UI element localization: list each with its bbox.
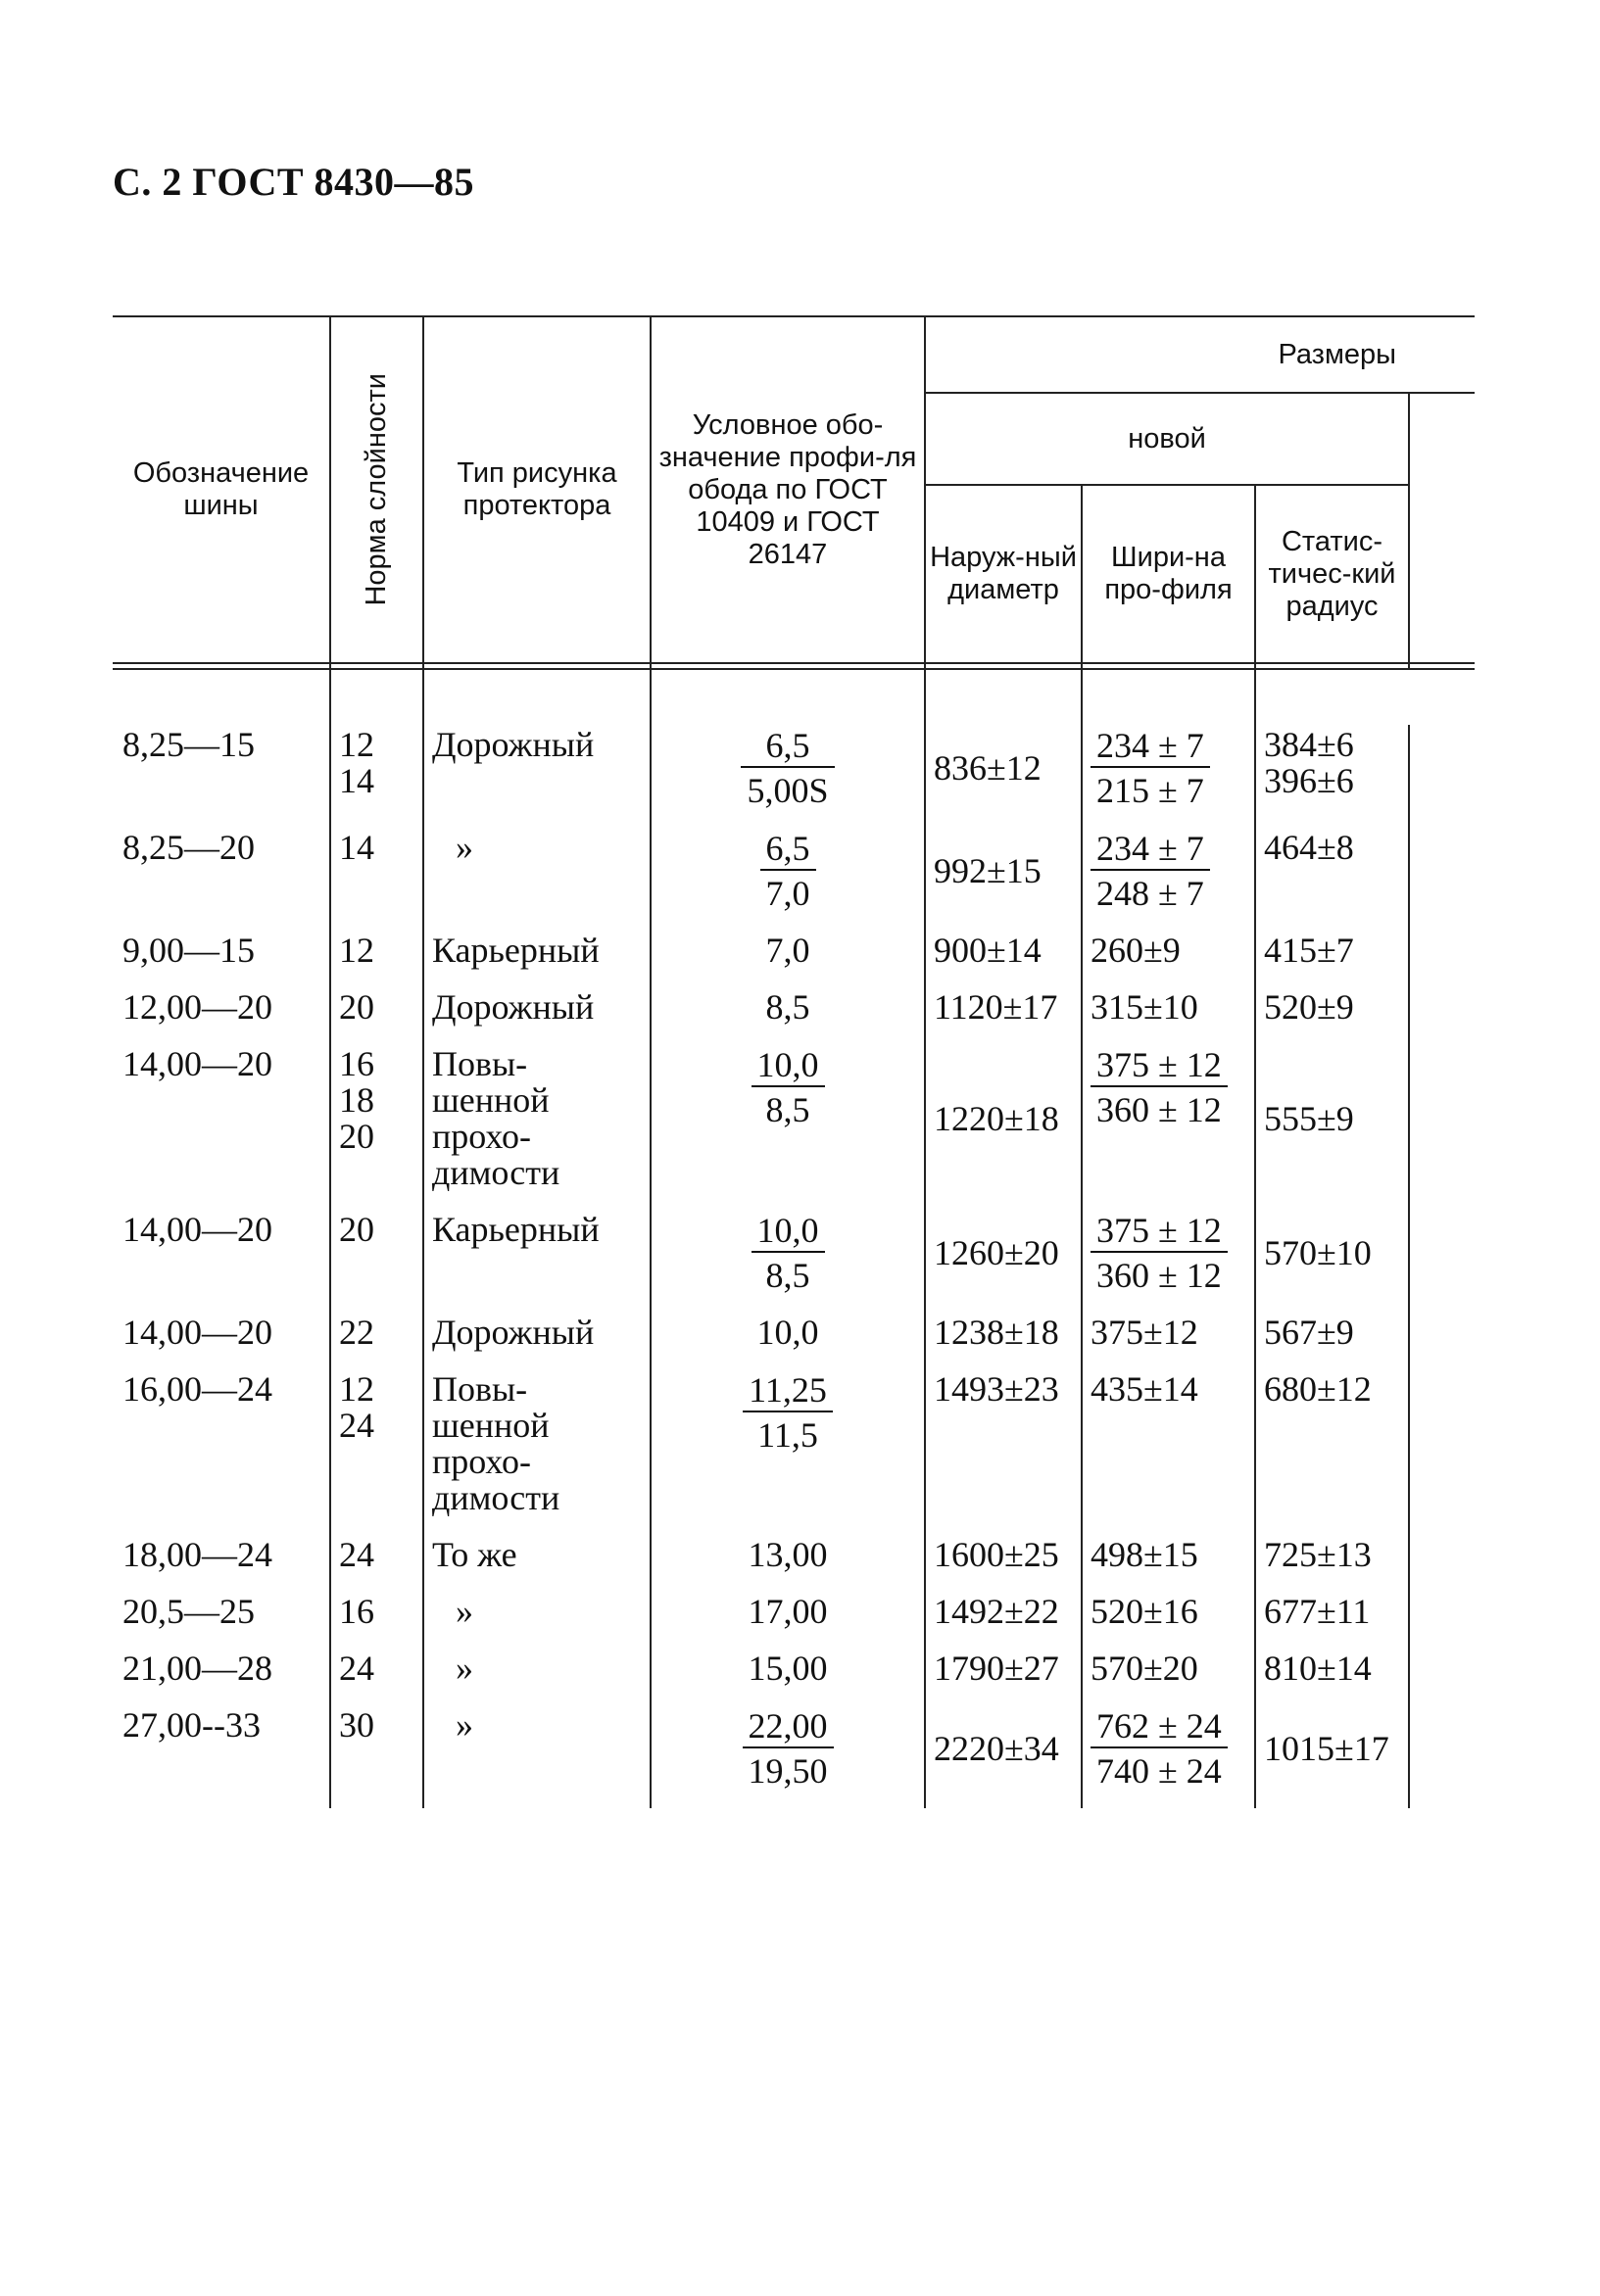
ply-value: 12 — [339, 1369, 374, 1409]
ply-value: 14 — [339, 761, 374, 800]
cell-tread-pattern: Карьерный — [423, 931, 651, 987]
rim-denominator: 19,50 — [748, 1751, 828, 1791]
width-numerator: 234 ± 7 — [1091, 830, 1210, 871]
cell-tire-designation: 9,00—15 — [122, 931, 255, 970]
radius-value: 464±8 — [1264, 828, 1354, 867]
cell-ply-rating — [330, 1592, 423, 1649]
cell-tire-designation: 16,00—24 — [122, 1369, 272, 1409]
width-value: 570±20 — [1091, 1649, 1198, 1688]
header-tread-pattern: Тип рисунка протектора — [423, 316, 651, 663]
cell-outer-diameter: 1492±22 — [925, 1592, 1082, 1649]
rim-fraction — [743, 1371, 833, 1454]
cell-static-radius — [1255, 1210, 1409, 1313]
width-fraction — [1091, 1046, 1228, 1128]
ply-value: 20 — [339, 987, 374, 1027]
cell-worn — [1409, 1592, 1475, 1649]
cell-ply-rating — [330, 1369, 423, 1535]
cell-tread-pattern: Дорожный — [423, 725, 651, 828]
width-denominator: 248 ± 7 — [1096, 874, 1204, 913]
table-row — [113, 828, 1475, 931]
cell-tire-designation: 8,25—20 — [122, 828, 255, 867]
table-row — [113, 1369, 1475, 1535]
cell-static-radius — [1255, 725, 1409, 828]
cell-worn — [1409, 1044, 1475, 1210]
cell-worn — [1409, 828, 1475, 931]
ply-value: 16 — [339, 1592, 374, 1631]
ply-value: 24 — [339, 1649, 374, 1688]
radius-value: 810±14 — [1264, 1649, 1372, 1688]
cell-section-width — [1082, 1649, 1255, 1705]
cell-rim-profile — [651, 1592, 925, 1649]
cell-ply-rating — [330, 1313, 423, 1369]
table-row — [113, 1649, 1475, 1705]
cell-rim-profile — [651, 828, 925, 931]
table-gap — [113, 669, 1475, 725]
cell-outer-diameter: 1790±27 — [925, 1649, 1082, 1705]
cell-static-radius — [1255, 828, 1409, 931]
table-row — [113, 1705, 1475, 1808]
cell-static-radius — [1255, 1369, 1409, 1535]
header-outer-diameter: Наруж-ный диаметр — [925, 485, 1082, 663]
cell-tread-pattern: Повы-шенной прохо-димости — [423, 1369, 651, 1535]
cell-outer-diameter: 1238±18 — [925, 1313, 1082, 1369]
header-section-width: Шири-на про-филя — [1082, 485, 1255, 663]
cell-rim-profile — [651, 1313, 925, 1369]
cell-section-width — [1082, 828, 1255, 931]
rim-fraction — [752, 1212, 825, 1294]
cell-rim-profile — [651, 1649, 925, 1705]
table-row — [113, 1313, 1475, 1369]
cell-tread-pattern: Карьерный — [423, 1210, 651, 1313]
rim-denominator: 5,00S — [747, 771, 829, 810]
cell-section-width — [1082, 1592, 1255, 1649]
cell-outer-diameter: 1600±25 — [925, 1535, 1082, 1592]
cell-tire-designation: 21,00—28 — [122, 1649, 272, 1688]
rim-numerator: 10,0 — [752, 1046, 825, 1087]
cell-section-width — [1082, 725, 1255, 828]
cell-tread-pattern: » — [423, 1649, 651, 1705]
rim-denominator: 8,5 — [765, 1090, 810, 1129]
rim-numerator: 11,25 — [743, 1371, 833, 1412]
cell-tread-pattern: » — [423, 1592, 651, 1649]
cell-outer-diameter: 1220±18 — [925, 1044, 1082, 1210]
width-value: 520±16 — [1091, 1592, 1198, 1631]
cell-section-width — [1082, 1535, 1255, 1592]
rim-denominator: 11,5 — [757, 1415, 818, 1455]
ply-value: 12 — [339, 931, 374, 970]
cell-tread-pattern: » — [423, 828, 651, 931]
header-sizes: Размеры — [925, 316, 1475, 393]
rim-numerator: 10,0 — [752, 1212, 825, 1253]
cell-rim-profile — [651, 1210, 925, 1313]
cell-tire-designation: 20,5—25 — [122, 1592, 255, 1631]
cell-outer-diameter: 1493±23 — [925, 1369, 1082, 1535]
rim-value: 13,00 — [748, 1535, 828, 1574]
cell-ply-rating — [330, 1210, 423, 1313]
cell-worn — [1409, 931, 1475, 987]
header-new: новой — [925, 393, 1409, 485]
cell-ply-rating — [330, 725, 423, 828]
cell-outer-diameter: 1120±17 — [925, 987, 1082, 1044]
cell-rim-profile — [651, 987, 925, 1044]
cell-worn — [1409, 1649, 1475, 1705]
cell-worn — [1409, 987, 1475, 1044]
cell-static-radius — [1255, 1044, 1409, 1210]
cell-ply-rating — [330, 1649, 423, 1705]
cell-tread-pattern: Дорожный — [423, 1313, 651, 1369]
rim-value: 7,0 — [765, 931, 810, 970]
ply-value: 20 — [339, 1117, 374, 1156]
radius-value: 567±9 — [1264, 1313, 1354, 1352]
radius-value: 520±9 — [1264, 987, 1354, 1027]
radius-value: 396±6 — [1264, 761, 1354, 800]
width-value: 260±9 — [1091, 931, 1181, 970]
cell-static-radius — [1255, 1592, 1409, 1649]
radius-value: 680±12 — [1264, 1369, 1372, 1409]
ply-value: 16 — [339, 1044, 374, 1083]
width-denominator: 740 ± 24 — [1096, 1751, 1222, 1791]
width-numerator: 375 ± 12 — [1091, 1046, 1228, 1087]
cell-section-width — [1082, 1705, 1255, 1808]
rim-fraction — [752, 1046, 825, 1128]
ply-value: 24 — [339, 1535, 374, 1574]
width-fraction — [1091, 1212, 1228, 1294]
table-row — [113, 1210, 1475, 1313]
cell-worn — [1409, 1210, 1475, 1313]
cell-ply-rating — [330, 987, 423, 1044]
cell-outer-diameter: 992±15 — [925, 828, 1082, 931]
radius-value: 677±11 — [1264, 1592, 1371, 1631]
radius-value: 555±9 — [1264, 1098, 1354, 1138]
rim-value: 10,0 — [756, 1313, 819, 1352]
radius-value: 1015±17 — [1264, 1728, 1389, 1768]
radius-value: 570±10 — [1264, 1232, 1372, 1272]
cell-tire-designation: 18,00—24 — [122, 1535, 272, 1574]
cell-ply-rating — [330, 931, 423, 987]
table-row — [113, 725, 1475, 828]
width-value: 375±12 — [1091, 1313, 1198, 1352]
cell-section-width — [1082, 987, 1255, 1044]
cell-rim-profile — [651, 1044, 925, 1210]
width-value: 435±14 — [1091, 1369, 1198, 1409]
tire-table-container — [113, 315, 1475, 1808]
cell-tire-designation: 14,00—20 — [122, 1210, 272, 1249]
table-row — [113, 1592, 1475, 1649]
cell-section-width — [1082, 931, 1255, 987]
rim-fraction — [760, 830, 816, 912]
cell-ply-rating — [330, 1044, 423, 1210]
cell-ply-rating — [330, 1705, 423, 1808]
rim-fraction — [741, 727, 834, 809]
width-denominator: 360 ± 12 — [1096, 1090, 1222, 1129]
radius-value: 415±7 — [1264, 931, 1354, 970]
header-tire-designation: Обозначение шины — [113, 316, 330, 663]
ply-value: 14 — [339, 828, 374, 867]
ply-value: 20 — [339, 1210, 374, 1249]
cell-tread-pattern: Повы-шенной прохо-димости — [423, 1044, 651, 1210]
cell-static-radius — [1255, 1649, 1409, 1705]
width-value: 315±10 — [1091, 987, 1198, 1027]
cell-rim-profile — [651, 931, 925, 987]
rim-denominator: 8,5 — [765, 1256, 810, 1295]
width-numerator: 762 ± 24 — [1091, 1707, 1228, 1748]
width-denominator: 360 ± 12 — [1096, 1256, 1222, 1295]
rim-value: 17,00 — [748, 1592, 828, 1631]
table-body — [113, 663, 1475, 1808]
table-row — [113, 1535, 1475, 1592]
cell-worn — [1409, 1369, 1475, 1535]
tire-dimensions-table — [113, 315, 1475, 1808]
cell-worn — [1409, 1313, 1475, 1369]
cell-static-radius — [1255, 987, 1409, 1044]
cell-tire-designation: 8,25—15 — [122, 725, 255, 764]
rim-value: 15,00 — [748, 1649, 828, 1688]
cell-outer-diameter: 900±14 — [925, 931, 1082, 987]
cell-section-width — [1082, 1369, 1255, 1535]
cell-worn — [1409, 725, 1475, 828]
cell-tread-pattern: » — [423, 1705, 651, 1808]
table-header — [113, 316, 1475, 663]
cell-static-radius — [1255, 1535, 1409, 1592]
width-fraction — [1091, 830, 1210, 912]
rim-value: 8,5 — [765, 987, 810, 1027]
cell-rim-profile — [651, 1705, 925, 1808]
rim-numerator: 22,00 — [743, 1707, 834, 1748]
ply-value: 12 — [339, 725, 374, 764]
page-header: С. 2 ГОСТ 8430—85 — [113, 160, 475, 204]
rim-fraction — [743, 1707, 834, 1790]
header-static-radius: Статис-тичес-кий радиус — [1255, 485, 1409, 663]
table-row — [113, 931, 1475, 987]
cell-static-radius — [1255, 931, 1409, 987]
rim-numerator: 6,5 — [741, 727, 834, 768]
width-numerator: 375 ± 12 — [1091, 1212, 1228, 1253]
header-rim-profile: Условное обо-значение профи-ля обода по ГОСТ 10409 и ГОСТ 26147 — [651, 316, 925, 663]
cell-outer-diameter: 2220±34 — [925, 1705, 1082, 1808]
cell-outer-diameter: 836±12 — [925, 725, 1082, 828]
cell-worn — [1409, 1535, 1475, 1592]
cell-section-width — [1082, 1210, 1255, 1313]
ply-value: 24 — [339, 1406, 374, 1445]
header-worn — [1409, 393, 1475, 663]
rim-denominator: 7,0 — [765, 874, 810, 913]
ply-value: 30 — [339, 1705, 374, 1745]
width-fraction — [1091, 727, 1210, 809]
cell-ply-rating — [330, 828, 423, 931]
cell-tread-pattern: Дорожный — [423, 987, 651, 1044]
cell-tire-designation: 12,00—20 — [122, 987, 272, 1027]
table-row — [113, 987, 1475, 1044]
cell-ply-rating — [330, 1535, 423, 1592]
header-ply-rating — [330, 316, 423, 663]
cell-worn — [1409, 1705, 1475, 1808]
table-row — [113, 1044, 1475, 1210]
radius-value: 384±6 — [1264, 725, 1354, 764]
cell-section-width — [1082, 1044, 1255, 1210]
cell-tread-pattern: То же — [423, 1535, 651, 1592]
width-fraction — [1091, 1707, 1228, 1790]
cell-outer-diameter: 1260±20 — [925, 1210, 1082, 1313]
ply-value: 18 — [339, 1080, 374, 1120]
rim-numerator: 6,5 — [760, 830, 816, 871]
width-denominator: 215 ± 7 — [1096, 771, 1204, 810]
cell-rim-profile — [651, 1369, 925, 1535]
cell-tire-designation: 14,00—20 — [122, 1313, 272, 1352]
radius-value: 725±13 — [1264, 1535, 1372, 1574]
width-value: 498±15 — [1091, 1535, 1198, 1574]
cell-static-radius — [1255, 1705, 1409, 1808]
cell-tire-designation: 14,00—20 — [122, 1044, 272, 1083]
cell-rim-profile — [651, 1535, 925, 1592]
cell-tire-designation: 27,00--33 — [122, 1705, 261, 1745]
ply-value: 22 — [339, 1313, 374, 1352]
header-ply-rating-text: Норма слойности — [361, 373, 392, 606]
cell-rim-profile — [651, 725, 925, 828]
cell-section-width — [1082, 1313, 1255, 1369]
width-numerator: 234 ± 7 — [1091, 727, 1210, 768]
cell-static-radius — [1255, 1313, 1409, 1369]
